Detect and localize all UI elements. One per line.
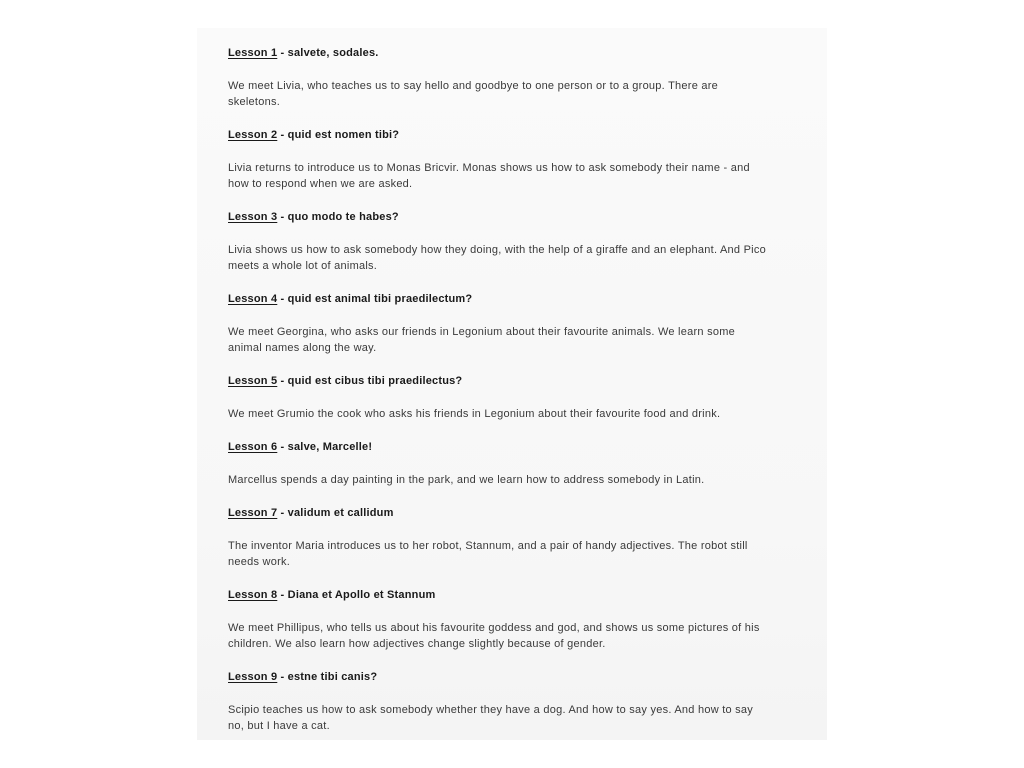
- lesson-item: [228, 209, 796, 274]
- lesson-description: Livia returns to introduce us to Monas Bricvir. Monas shows us how to ask somebody their name - and how to respond when we are asked.: [228, 162, 750, 190]
- lesson-description: Marcellus spends a day painting in the park, and we learn how to address somebody in Latin.: [228, 474, 705, 486]
- lesson-subtitle: - quid est cibus tibi praedilectus?: [277, 375, 463, 387]
- lesson-link[interactable]: Lesson 6: [228, 441, 278, 453]
- lesson-link[interactable]: Lesson 4: [228, 293, 278, 305]
- lesson-link[interactable]: Lesson 2: [228, 129, 278, 141]
- lesson-description: The inventor Maria introduces us to her robot, Stannum, and a pair of handy adjectives. The robot still needs work.: [228, 540, 748, 568]
- lesson-heading: [228, 505, 796, 521]
- lesson-heading: [228, 291, 796, 307]
- lesson-heading: [228, 587, 796, 603]
- lesson-heading: [228, 373, 796, 389]
- lesson-description: We meet Livia, who teaches us to say hello and goodbye to one person or to a group. There are skeletons.: [228, 80, 719, 108]
- lesson-subtitle: - quid est nomen tibi?: [277, 129, 400, 141]
- lesson-heading: [228, 669, 796, 685]
- lesson-description: We meet Grumio the cook who asks his friends in Legonium about their favourite food and drink.: [228, 408, 721, 420]
- lesson-subtitle: - quid est animal tibi praedilectum?: [277, 293, 473, 305]
- lesson-subtitle: - quo modo te habes?: [277, 211, 399, 223]
- lesson-subtitle: - validum et callidum: [277, 507, 394, 519]
- lesson-subtitle: - estne tibi canis?: [277, 671, 378, 683]
- lesson-list-panel: [197, 28, 827, 740]
- lesson-heading: [228, 209, 796, 225]
- lesson-item: [228, 291, 796, 356]
- lesson-item: [228, 505, 796, 570]
- lesson-link[interactable]: Lesson 9: [228, 671, 278, 683]
- lesson-description: We meet Georgina, who asks our friends in Legonium about their favourite animals. We learn some animal names along the way.: [228, 326, 735, 354]
- lesson-item: [228, 127, 796, 192]
- lesson-link[interactable]: Lesson 7: [228, 507, 278, 519]
- lesson-heading: [228, 439, 796, 455]
- lesson-link[interactable]: Lesson 1: [228, 47, 278, 59]
- lesson-link[interactable]: Lesson 5: [228, 375, 278, 387]
- lesson-subtitle: - Diana et Apollo et Stannum: [277, 589, 436, 601]
- lesson-item: [228, 373, 796, 422]
- lesson-description: Livia shows us how to ask somebody how they doing, with the help of a giraffe and an elephant. And Pico meets a whole lot of animals.: [228, 244, 766, 272]
- lesson-subtitle: - salve, Marcelle!: [277, 441, 373, 453]
- lesson-subtitle: - salvete, sodales.: [277, 47, 379, 59]
- lesson-heading: [228, 127, 796, 143]
- lesson-item: [228, 439, 796, 488]
- lesson-description: We meet Phillipus, who tells us about his favourite goddess and god, and shows us some pictures of his children. We also learn how adjectives change slightly because of gender.: [228, 622, 760, 650]
- lesson-heading: [228, 45, 796, 61]
- lesson-link[interactable]: Lesson 8: [228, 589, 278, 601]
- lesson-item: [228, 45, 796, 110]
- lesson-item: [228, 669, 796, 734]
- lesson-link[interactable]: Lesson 3: [228, 211, 278, 223]
- lesson-item: [228, 587, 796, 652]
- lesson-description: Scipio teaches us how to ask somebody whether they have a dog. And how to say yes. And how to say no, but I have a cat.: [228, 704, 754, 732]
